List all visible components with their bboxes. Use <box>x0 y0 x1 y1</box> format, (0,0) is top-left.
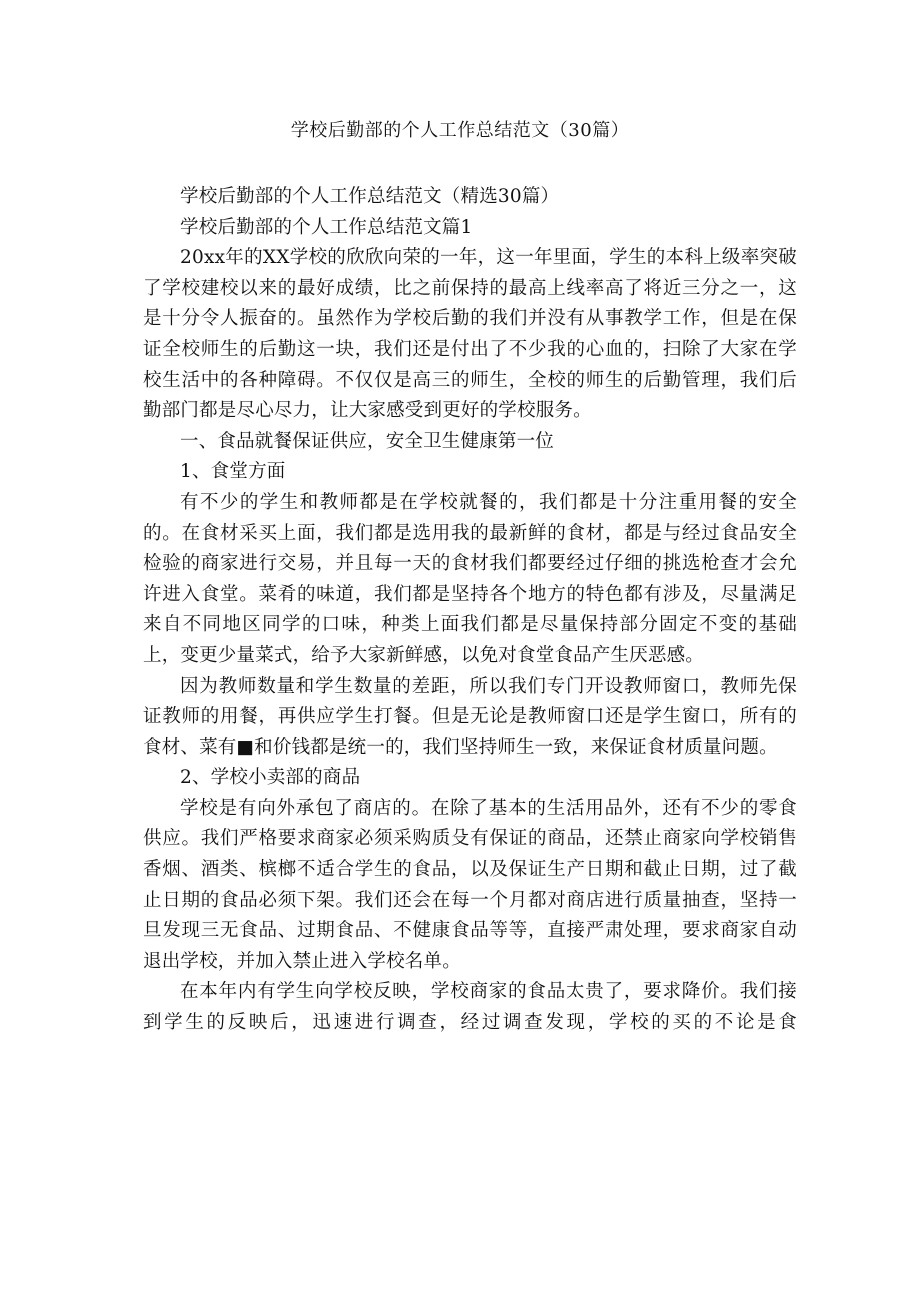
body-paragraph: 学校是有向外承包了商店的。在除了基本的生活用品外，还有不少的零食供应。我们严格要求商家必须采购质殳有保证的商品，还禁止商家向学校销售香烟、酒类、槟榔不适合学生的食品，以及保证生产日期和截止日期，过了截止日期的食品必须下架。我们还会在每一个月都对商店进行质量抽查，坚持一旦发现三无食品、过期食品、不健康食品等等，直接严肃处理，要求商家自动退出学校，并加入禁止进入学校名单。 <box>143 797 797 972</box>
section-heading-article-1: 学校后勤部的个人工作总结范文篇1 <box>180 216 473 238</box>
subsection-heading: 2、学校小卖部的商品 <box>180 767 361 789</box>
body-paragraph: 因为教师数量和学生数量的差距，所以我们专门开设教师窗口，教师先保证教师的用餐，再供应学生打餐。但是无论是教师窗口还是学生窗口，所有的食材、菜有■和价钱都是统一的，我们坚持师生一致，来保证食材质量问题。 <box>143 675 797 758</box>
document-title: 学校后勤部的个人工作总结范文（30篇） <box>290 120 630 141</box>
subsection-heading: 1、食堂方面 <box>180 461 286 483</box>
body-paragraph: 在本年内有学生向学校反映，学校商家的食品太贵了，要求降价。我们接到学生的反映后，迅速进行调查，经过调查发现，学校的买的不论是食 <box>143 981 797 1034</box>
subtitle-paragraph: 学校后勤部的个人工作总结范文（精选30篇） <box>180 186 560 207</box>
body-paragraph: 20xx年的XX学校的欣欣向荣的一年，这一年里面，学生的本科上级率突破了学校建校以来的最好成绩，比之前保持的最高上线率高了将近三分之一，这是十分令人振奋的。虽然作为学校后勤的我们并没有从事教学工作，但是在保证全校师生的后勤这一块，我们还是付出了不少我的心血的，扫除了大家在学校生活中的各种障碍。不仅仅是高三的师生，全校的师生的后勤管理，我们后勤部门都是尽心尽力，让大家感受到更好的学校服务。 <box>143 247 797 422</box>
document-body <box>143 182 797 1039</box>
section-heading: 一、食品就餐保证供应，安全卫生健康第一位 <box>180 430 555 452</box>
body-paragraph: 有不少的学生和教师都是在学校就餐的，我们都是十分注重用餐的安全的。在食材采买上面，我们都是选用我的最新鲜的食材，都是与经过食品安全检验的商家进行交易，并且每一天的食材我们都要经过仔细的挑选枪查才会允许进入食堂。菜肴的味道，我们都是坚持各个地方的特色都有涉及，尽量满足来自不同地区同学的口味，种类上面我们都是尽量保持部分固定不变的基础上，变更少量菜式，给予大家新鲜感，以免对食堂食品产生厌恶感。 <box>143 491 797 666</box>
